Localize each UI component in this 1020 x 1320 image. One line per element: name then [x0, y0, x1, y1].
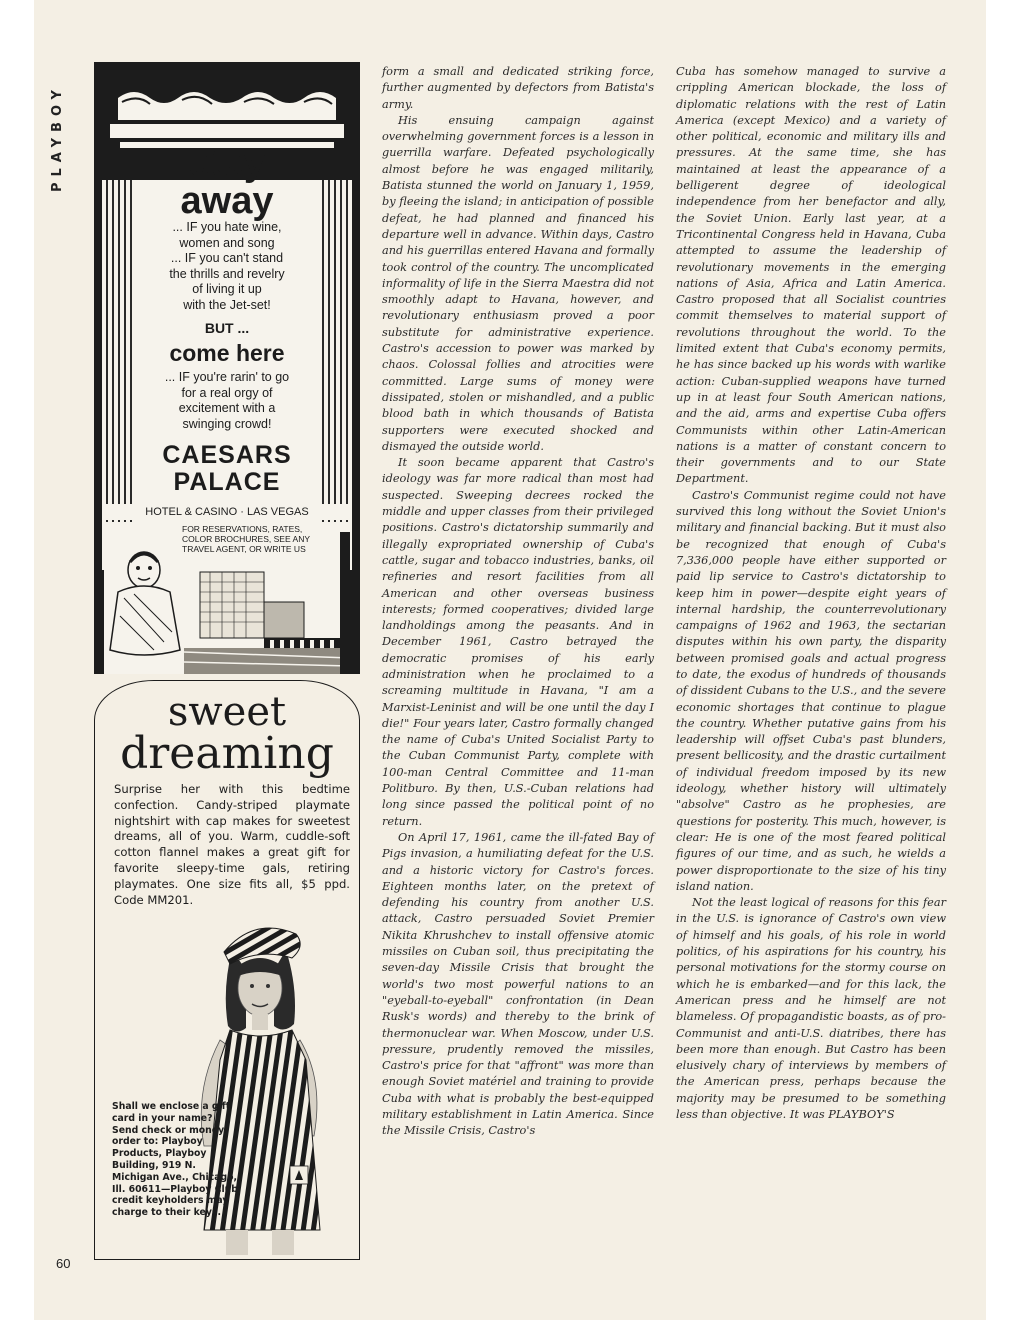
- caesars-palace-logo: CAESARS PALACE: [162, 441, 292, 496]
- article-column-2: [676, 64, 946, 1123]
- ad-order-info: Shall we enclose a gift card in your name? Send check or money order to: Playboy Products, Playboy Building, 919 N. Michigan Ave., Chicago, Ill. 60611—Playboy Club credit keyholders may charge to their keys.: [112, 1101, 238, 1219]
- article-paragraph: His ensuing campaign against overwhelming government forces is a lesson in guerrilla warfare. Defeated psychologically almost before he was engaged militarily, Batista stunned the world on January 1, 1959, by fleeing the island; in anticipation of possible defeat, he had planned and financed his departure well in advance. Within days, Castro and his guerrillas entered Havana and formally took control of the country. The uncomplicated informality of life in the Sierra Maestra did not smoothly adapt to Havana, however, and revolutionary enthusiasm proved a poor substitute for administrative experience. Castro's accession to power was marked by chaos. Colossal follies and atrocities were committed. Large sums of money were dissipated, stolen or mishandled, and a public blood bath in which thousands of Batista supporters were executed shocked and dismayed the outside world.: [382, 113, 654, 453]
- ad-headline: stay away: [180, 142, 274, 222]
- article-column-1: [382, 64, 654, 1140]
- ad-but: BUT ...: [204, 320, 250, 336]
- caesars-palace-ad: [94, 62, 360, 674]
- article-paragraph: Castro's Communist regime could not have survived this long without the Soviet Union's military and financial backing. But it must also be recognized that enough of Cuba's 7,336,000 people have either supported or paid lip service to Castro's dictatorship to keep him in power—despite eight years of internal hardship, the counterrevolutionary campaigns of 1962 and 1963, the sectarian disputes within his own party, the disparity between promised goals and actual progress to date, the exodus of hundreds of thousands of dissident Cubans to the U.S., and the severe economic shortages that continue to plague the country. Whether putative gains from his leadership will offset Cuba's past blunders, present bellicosity, and the drastic curtailment of individual freedom imposed by its new ideology, whether history will ultimately "absolve" Castro as he prophesies, are questions for posterity. This much, however, is clear: He is one of the most feared political figures of our time, and as such, he wields a power disproportionate to the size of his tiny island nation.: [676, 488, 946, 893]
- ad-come-here: come here: [169, 340, 285, 366]
- sweet-dreaming-ad: [94, 680, 360, 1260]
- magazine-name: PLAYBOY: [50, 84, 65, 192]
- ad-body-first: ... IF you hate wine, women and song ... IF you can't stand the thrills and revelry of living it up with the Jet-set!: [169, 220, 285, 312]
- ad-tagline: HOTEL & CASINO · LAS VEGAS: [104, 504, 350, 520]
- ad-headline-sweet: sweet: [167, 689, 287, 735]
- ad-body-second: ... IF you're rarin' to go for a real orgy of excitement with a swinging crowd!: [164, 370, 290, 431]
- ad-product-copy: Surprise her with this bedtime confection. Candy-striped playmate nightshirt with cap makes for sweetest dreams, all of you. Warm, cuddle-soft cotton flannel makes a great gift for favorite sleepy-time gals, retiring playmates. One size fits all, $5 ppd. Code MM201.: [114, 782, 350, 907]
- article-paragraph: It soon became apparent that Castro's ideology was far more radical than most had suspected. Sweeping decrees rocked the middle and upper classes from their privileged positions. Castro's dictatorship summarily and illegally expropriated ownership of Cuba's cattle, sugar and tobacco industries, banks, oil refineries and resort facilities from all American and other overseas business interests; formed cooperatives; divided large landholdings among the peasants. And in December 1961, Castro betrayed the democratic promises of his early administration when he proclaimed to a screaming multitude in Havana, "I am a Marxist-Leninist and will be one until the day I die!" Four years later, Castro formally changed the name of Cuba's United Socialist Party to the Cuban Communist Party, complete with 100-man Central Committee and 11-man Politburo. By then, U.S.-Cuban relations had long since passed the political point of no return.: [382, 456, 654, 828]
- article-paragraph: form a small and dedicated striking force, further augmented by defectors from Batista's army.: [382, 65, 654, 111]
- page-number: 60: [56, 1256, 71, 1271]
- article-paragraph: On April 17, 1961, came the ill-fated Bay of Pigs invasion, a humiliating defeat for the U.S. and a historic victory for Castro's forces. Eighteen months later, on the pretext of defending his country from another U.S. attack, Castro persuaded Soviet Premier Nikita Khrushchev to install offensive atomic missiles on Cuban soil, thus precipitating the seven-day Missile Crisis that brought the world's two most powerful nations to an "eyeball-to-eyeball" confrontation (in Dean Rusk's words) and thereby to the brink of thermonuclear war. When Moscow, under U.S. pressure, prudently removed the missiles, Castro's price for that "affront" was more than enough Soviet matériel and training to provide Cuba with what is probably the best-equipped military establishment in Latin America. Since the Missile Crisis, Castro's: [382, 830, 654, 1138]
- ad-headline-dreaming: dreaming: [120, 728, 334, 779]
- ad-reservations: FOR RESERVATIONS, RATES, COLOR BROCHURES, SEE ANY TRAVEL AGENT, OR WRITE US: [182, 524, 311, 554]
- article-paragraph: Cuba has somehow managed to survive a crippling American blockade, the loss of diplomatic relations with the rest of Latin America (except Mexico) and a variety of other political, economic and military ills and pressures. At the same time, she has maintained at least the appearance of a belligerent degree of ideological independence from her benefactor and ally, the Soviet Union. Early last year, at a Tricontinental Congress held in Havana, Cuba attempted to assume the leadership of revolutionary movements in the emerging nations of Asia, Africa and Latin America. Castro proposed that all Socialist countries commit themselves to material support of revolutions throughout the world. To the limited extent that Cuba's economy permits, he has since backed up his words with warlike action: Cuban-supplied weapons have turned up in at least four South American nations, and the aid, arms and expertise Cuba offers Communists within other Latin-American nations is a matter of constant concern to their governments and to our State Department.: [676, 65, 946, 486]
- article-paragraph: Not the least logical of reasons for this fear in the U.S. is ignorance of Castro's own view of himself and his goals, of his role in world politics, of his aspirations for his country, his personal motivations for the stormy course on which he is embarked—and for this lack, the American press and he himself are not blameless. Of propagandistic boasts, as of pro-Communist and anti-U.S. diatribes, there has been more than enough. But Castro has been elusively chary of interviews by members of the American press, perhaps because the majority may be presumed to be something less than objective. It was PLAYBOY'S: [676, 896, 946, 1121]
